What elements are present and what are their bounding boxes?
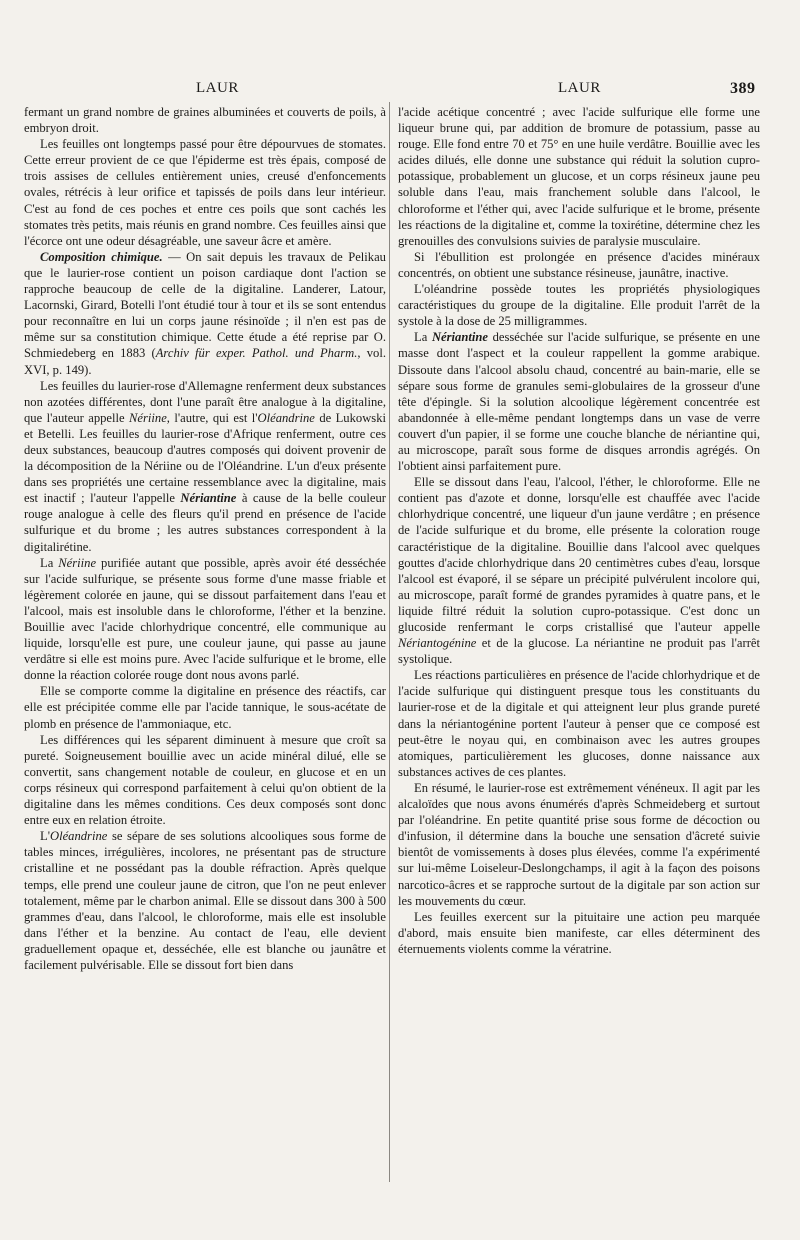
paragraph: L'Oléandrine se sépare de ses solutions alcooliques sous forme de tables minces, irrégulières, incolores, ne présentant pas de structure cristalline et ne possédant pas la double réfraction. Après quelque temps, elle prend une couleur jaune de citron, que l'on ne peut enlever totalement, même par le charbon animal. Elle se dissout dans 300 à 500 grammes d'eau, dans l'alcool, le chloroforme, mais elle est insoluble dans l'éther et la benzine. Au contact de l'eau, elle devient graduellement opaque et, desséchée, elle est blanche ou jaunâtre et facilement pulvérisable. Elle se dissout fort bien dans xyxy=(24,829,386,972)
paragraph: L'oléandrine possède toutes les propriétés physiologiques caractéristiques du groupe de la digitaline. Elle produit l'arrêt de la systole à la dose de 25 milligrammes. xyxy=(398,282,760,329)
right-column xyxy=(398,104,760,957)
running-head-left: LAUR xyxy=(196,80,239,96)
paragraph: La Nériine purifiée autant que possible, après avoir été desséchée sur l'acide sulfurique, se présente sous forme d'une masse friable et légèrement colorée en jaune, qui se dissout parfaitement dans l'eau et l'alcool, mais est insoluble dans le chloroforme, l'éther et la benzine. Bouillie avec l'acide chlorhydrique concentré, elle communique au liquide, lorsqu'elle est pure, une couleur jaune, qui passe au jaune verdâtre si elle est moins pure. Avec l'acide sulfurique et le brome, elle donne la réaction colorée rouge dont nous avons parlé. xyxy=(24,555,386,683)
paragraph: En résumé, le laurier-rose est extrêmement vénéneux. Il agit par les alcaloïdes que nous avons énumérés d'après Schmeideberg et surtout par l'oléandrine. En petite quantité prise sous forme de décoction ou d'infusion, il détermine dans la bouche une sensation d'âcreté suivie bientôt de vomissements à doses plus élevées, comme l'a expérimenté sur lui-même Loiseleur-Deslongchamps, il agit à la façon des poisons narcotico-âcres et se rapproche surtout de la digitale par son action sur les mouvements du cœur. xyxy=(398,780,760,908)
paragraph: fermant un grand nombre de graines albuminées et couverts de poils, à embryon droit. xyxy=(24,105,386,136)
paragraph: Composition chimique. — On sait depuis les travaux de Pelikau que le laurier-rose contient un poison cardiaque dont l'action se rapproche beaucoup de celle de la digitaline. Landerer, Latour, Lacornski, Girard, Botelli l'ont étudié tour à tour et ils se sont entendus pour reconnaître en lui un corps jaune résinoïde ; il n'en est pas de même sur sa constitution chimique. Cette étude a été reprise par O. Schmiedeberg en 1883 (Archiv für exper. Pathol. und Pharm., vol. XVI, p. 149). xyxy=(24,249,386,377)
section-heading: Composition chimique. xyxy=(40,249,163,264)
paragraph: Elle se dissout dans l'eau, l'alcool, l'éther, le chloroforme. Elle ne contient pas d'azote et donne, lorsqu'elle est chauffée avec l'acide chlorhydrique concentré, une liqueur d'un jaune verdâtre ; en présence de l'acide sulfurique et du brome, elle présente la coloration rouge caractéristique de la digitaline. Bouillie dans l'alcool avec quelques gouttes d'acide chlorhydrique dans 20 centimètres cubes d'eau, lorsque l'alcool est évaporé, il se sépare un précipité pulvérulent incolore qui, au microscope, paraît formé de grandes pyramides à quatre pans, et le liquide filtré réduit la solution cupro-potassique. C'est donc un glucoside renfermant le corps cristallisé que l'auteur appelle Nériantogénine et de la glucose. La nériantine ne produit pas l'arrêt systolique. xyxy=(398,475,760,667)
paragraph: Si l'ébullition est prolongée en présence d'acides minéraux concentrés, on obtient une substance résineuse, jaunâtre, inactive. xyxy=(398,249,760,280)
journal-reference: Archiv für exper. Pathol. und Pharm. xyxy=(155,346,358,361)
left-column xyxy=(24,104,386,973)
paragraph: Les réactions particulières en présence de l'acide chlorhydrique et de l'acide sulfurique qui distinguent presque tous les constituants du laurier-rose et de la digitale et qui atteignent leur plus grande pureté dans la nériantogénine portent l'auteur à penser que ce composé est peut-être le noyau qui, en combinaison avec les autres groupes atomiques, particulièrement les glucoses, donne naissance aux substances actives de ces plantes. xyxy=(398,668,760,779)
column-divider xyxy=(389,102,390,1182)
paragraph: l'acide acétique concentré ; avec l'acide sulfurique elle forme une liqueur brune qui, par addition de bromure de potassium, passe au rouge. Elle fond entre 70 et 75° en une huile verdâtre. Bouillie avec les acides dilués, elle donne une substance qui réduit la solution cupro-potassique, probablement un glucose, et un corps résineux jaune peu soluble dans l'eau, mais franchement soluble dans l'alcool, le chloroforme et l'éther qui, avec l'acide sulfurique et le brome, présente les réactions de la digitaline et, comme la toxirétine, détermine chez les grenouilles des convulsions suivies de paralysie musculaire. xyxy=(398,105,760,248)
paragraph: Elle se comporte comme la digitaline en présence des réactifs, car elle est précipitée comme elle par l'acide tannique, le sous-acétate de plomb en présence de l'ammoniaque, etc. xyxy=(24,684,386,731)
page-number: 389 xyxy=(730,80,756,97)
paragraph: Les différences qui les séparent diminuent à mesure que croît sa pureté. Soigneusement bouillie avec un acide minéral dilué, elle se convertit, sans changement notable de couleur, en glucose et en un corps résineux qui correspond parfaitement à celui qu'on obtient de la digitaline dans les mêmes conditions. Ces deux composés sont donc entre eux en relation étroite. xyxy=(24,732,386,828)
paragraph: Les feuilles ont longtemps passé pour être dépourvues de stomates. Cette erreur provient de ce que l'épiderme est très épais, composé de trois assises de cellules entièrement unies, creusé d'enfoncements ovales, rétrécis à leur orifice et tapissés de poils dans leur intérieur. C'est au fond de ces poches et entre ces poils que sont cachés les stomates très petits, mais réunis en grand nombre. Ces feuilles ainsi que l'écorce ont une odeur désagréable, une saveur âcre et amère. xyxy=(24,137,386,248)
paragraph: Les feuilles exercent sur la pituitaire une action peu marquée d'abord, mais ensuite bien manifeste, car elles déterminent des éternuements violents comme la vératrine. xyxy=(398,909,760,956)
paragraph: La Nériantine desséchée sur l'acide sulfurique, se présente en une masse dont l'aspect et la couleur rappellent la gomme arabique. Dissoute dans l'alcool absolu chaud, concentré au bain-marie, elle se sépare sous forme de granules semi-globulaires de la grosseur d'une tête d'épingle. Si la solution alcoolique légèrement concentrée est abandonnée à elle-même pendant longtemps dans un vase de verre couvert d'un papier, il se forme une couche blanche de nériantine qui, au microscope, paraît sous forme de disques arrondis agrégés. On l'obtient ainsi parfaitement pure. xyxy=(398,330,760,474)
paragraph: Les feuilles du laurier-rose d'Allemagne renferment deux substances non azotées différentes, dont l'une paraît être analogue à la digitaline, que l'auteur appelle Nériine, l'autre, qui est l'Oléandrine de Lukowski et Betelli. Les feuilles du laurier-rose d'Afrique renferment, outre ces deux substances, beaucoup d'autres composés qui doivent provenir de la décomposition de la Nériine ou de l'Oléandrine. L'un d'eux présente dans ses propriétés une certaine ressemblance avec la digitaline, mais est inactif ; l'auteur l'appelle Nériantine à cause de la belle couleur rouge analogue à celle des fleurs qu'il prend en présence de l'acide sulfurique et du brome ; les autres substances correspondent à la digitalirétine. xyxy=(24,378,386,554)
running-head-right: LAUR xyxy=(558,80,601,96)
